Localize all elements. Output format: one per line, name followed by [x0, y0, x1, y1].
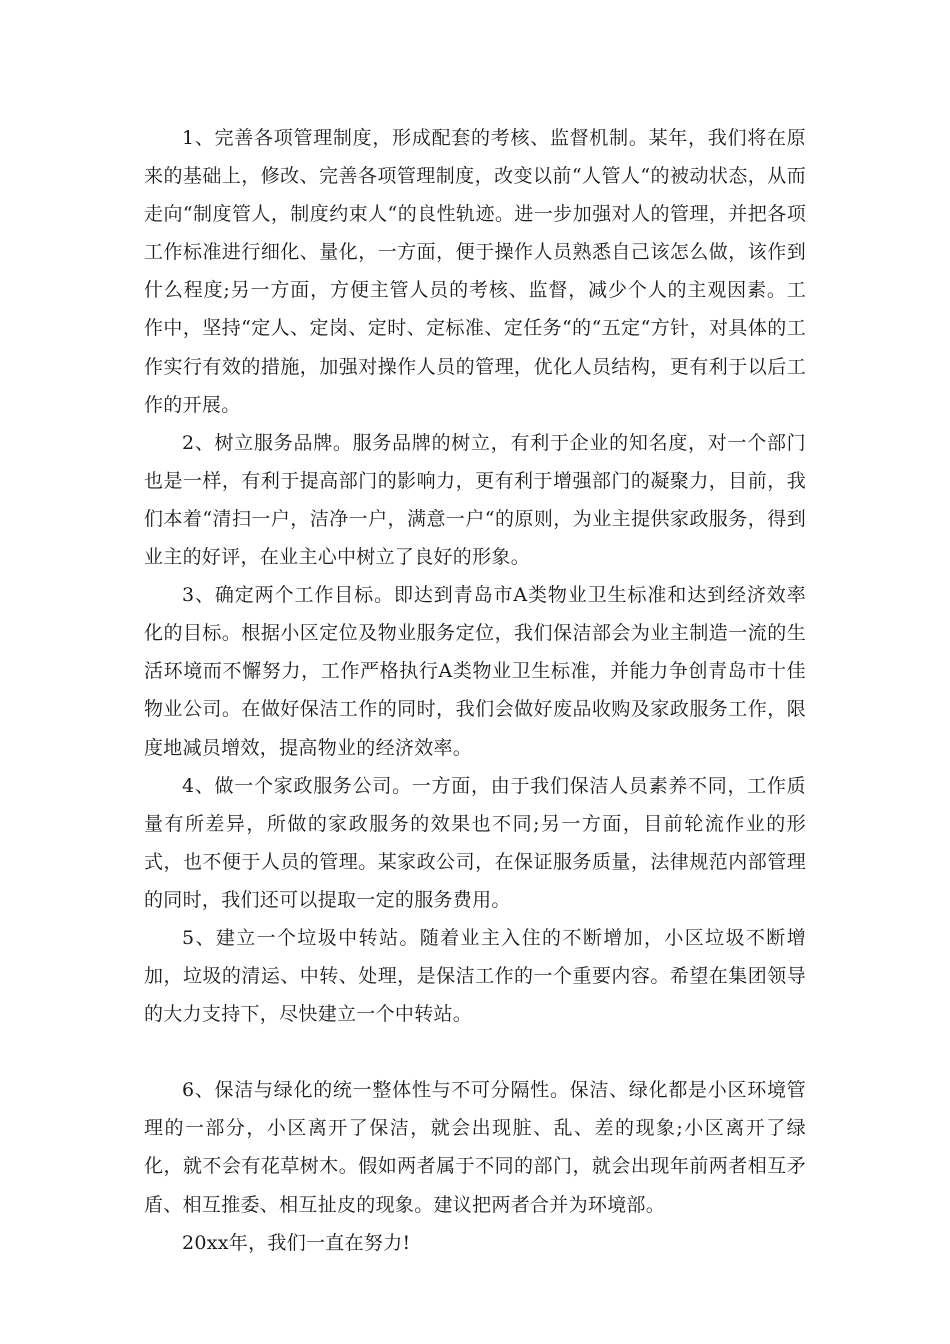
- paragraph-2: 2、树立服务品牌。服务品牌的树立，有利于企业的知名度，对一个部门也是一样，有利于提高部门的影响力，更有利于增强部门的凝聚力，目前，我们本着“清扫一户，洁净一户，满意一户“的原则，为业主提供家政服务，得到业主的好评，在业主心中树立了良好的形象。: [144, 431, 806, 569]
- paragraph-1: 1、完善各项管理制度，形成配套的考核、监督机制。某年，我们将在原来的基础上，修改、完善各项管理制度，改变以前“人管人“的被动状态，从而走向“制度管人，制度约束人“的良性轨迹。进一步加强对人的管理，并把各项工作标准进行细化、量化，一方面，便于操作人员熟悉自己该怎么做，该作到什么程度;另一方面，方便主管人员的考核、监督，减少个人的主观因素。工作中，坚持“定人、定岗、定时、定标准、定任务“的“五定“方针，对具体的工作实行有效的措施，加强对操作人员的管理，优化人员结构，更有利于以后工作的开展。: [144, 127, 806, 416]
- document-body: [144, 119, 806, 1262]
- paragraph-6: 6、保洁与绿化的统一整体性与不可分隔性。保洁、绿化都是小区环境管理的一部分，小区离开了保洁，就会出现脏、乱、差的现象;小区离开了绿化，就不会有花草树木。假如两者属于不同的部门，就会出现年前两者相互矛盾、相互推委、相互扯皮的现象。建议把两者合并为环境部。: [144, 1079, 806, 1216]
- paragraph-4: 4、做一个家政服务公司。一方面，由于我们保洁人员素养不同，工作质量有所差异，所做的家政服务的效果也不同;另一方面，目前轮流作业的形式，也不便于人员的管理。某家政公司，在保证服务质量，法律规范内部管理的同时，我们还可以提取一定的服务费用。: [144, 774, 806, 911]
- paragraph-5: 5、建立一个垃圾中转站。随着业主入住的不断增加，小区垃圾不断增加，垃圾的清运、中转、处理，是保洁工作的一个重要内容。希望在集团领导的大力支持下，尽快建立一个中转站。: [144, 926, 806, 1026]
- closing-line: 20xx年，我们一直在努力!: [182, 1231, 411, 1254]
- paragraph-3: 3、确定两个工作目标。即达到青岛市A类物业卫生标准和达到经济效率化的目标。根据小区定位及物业服务定位，我们保洁部会为业主制造一流的生活环境而不懈努力，工作严格执行A类物业卫生标准，并能力争创青岛市十佳物业公司。在做好保洁工作的同时，我们会做好废品收购及家政服务工作，限度地减员增效，提高物业的经济效率。: [144, 584, 806, 759]
